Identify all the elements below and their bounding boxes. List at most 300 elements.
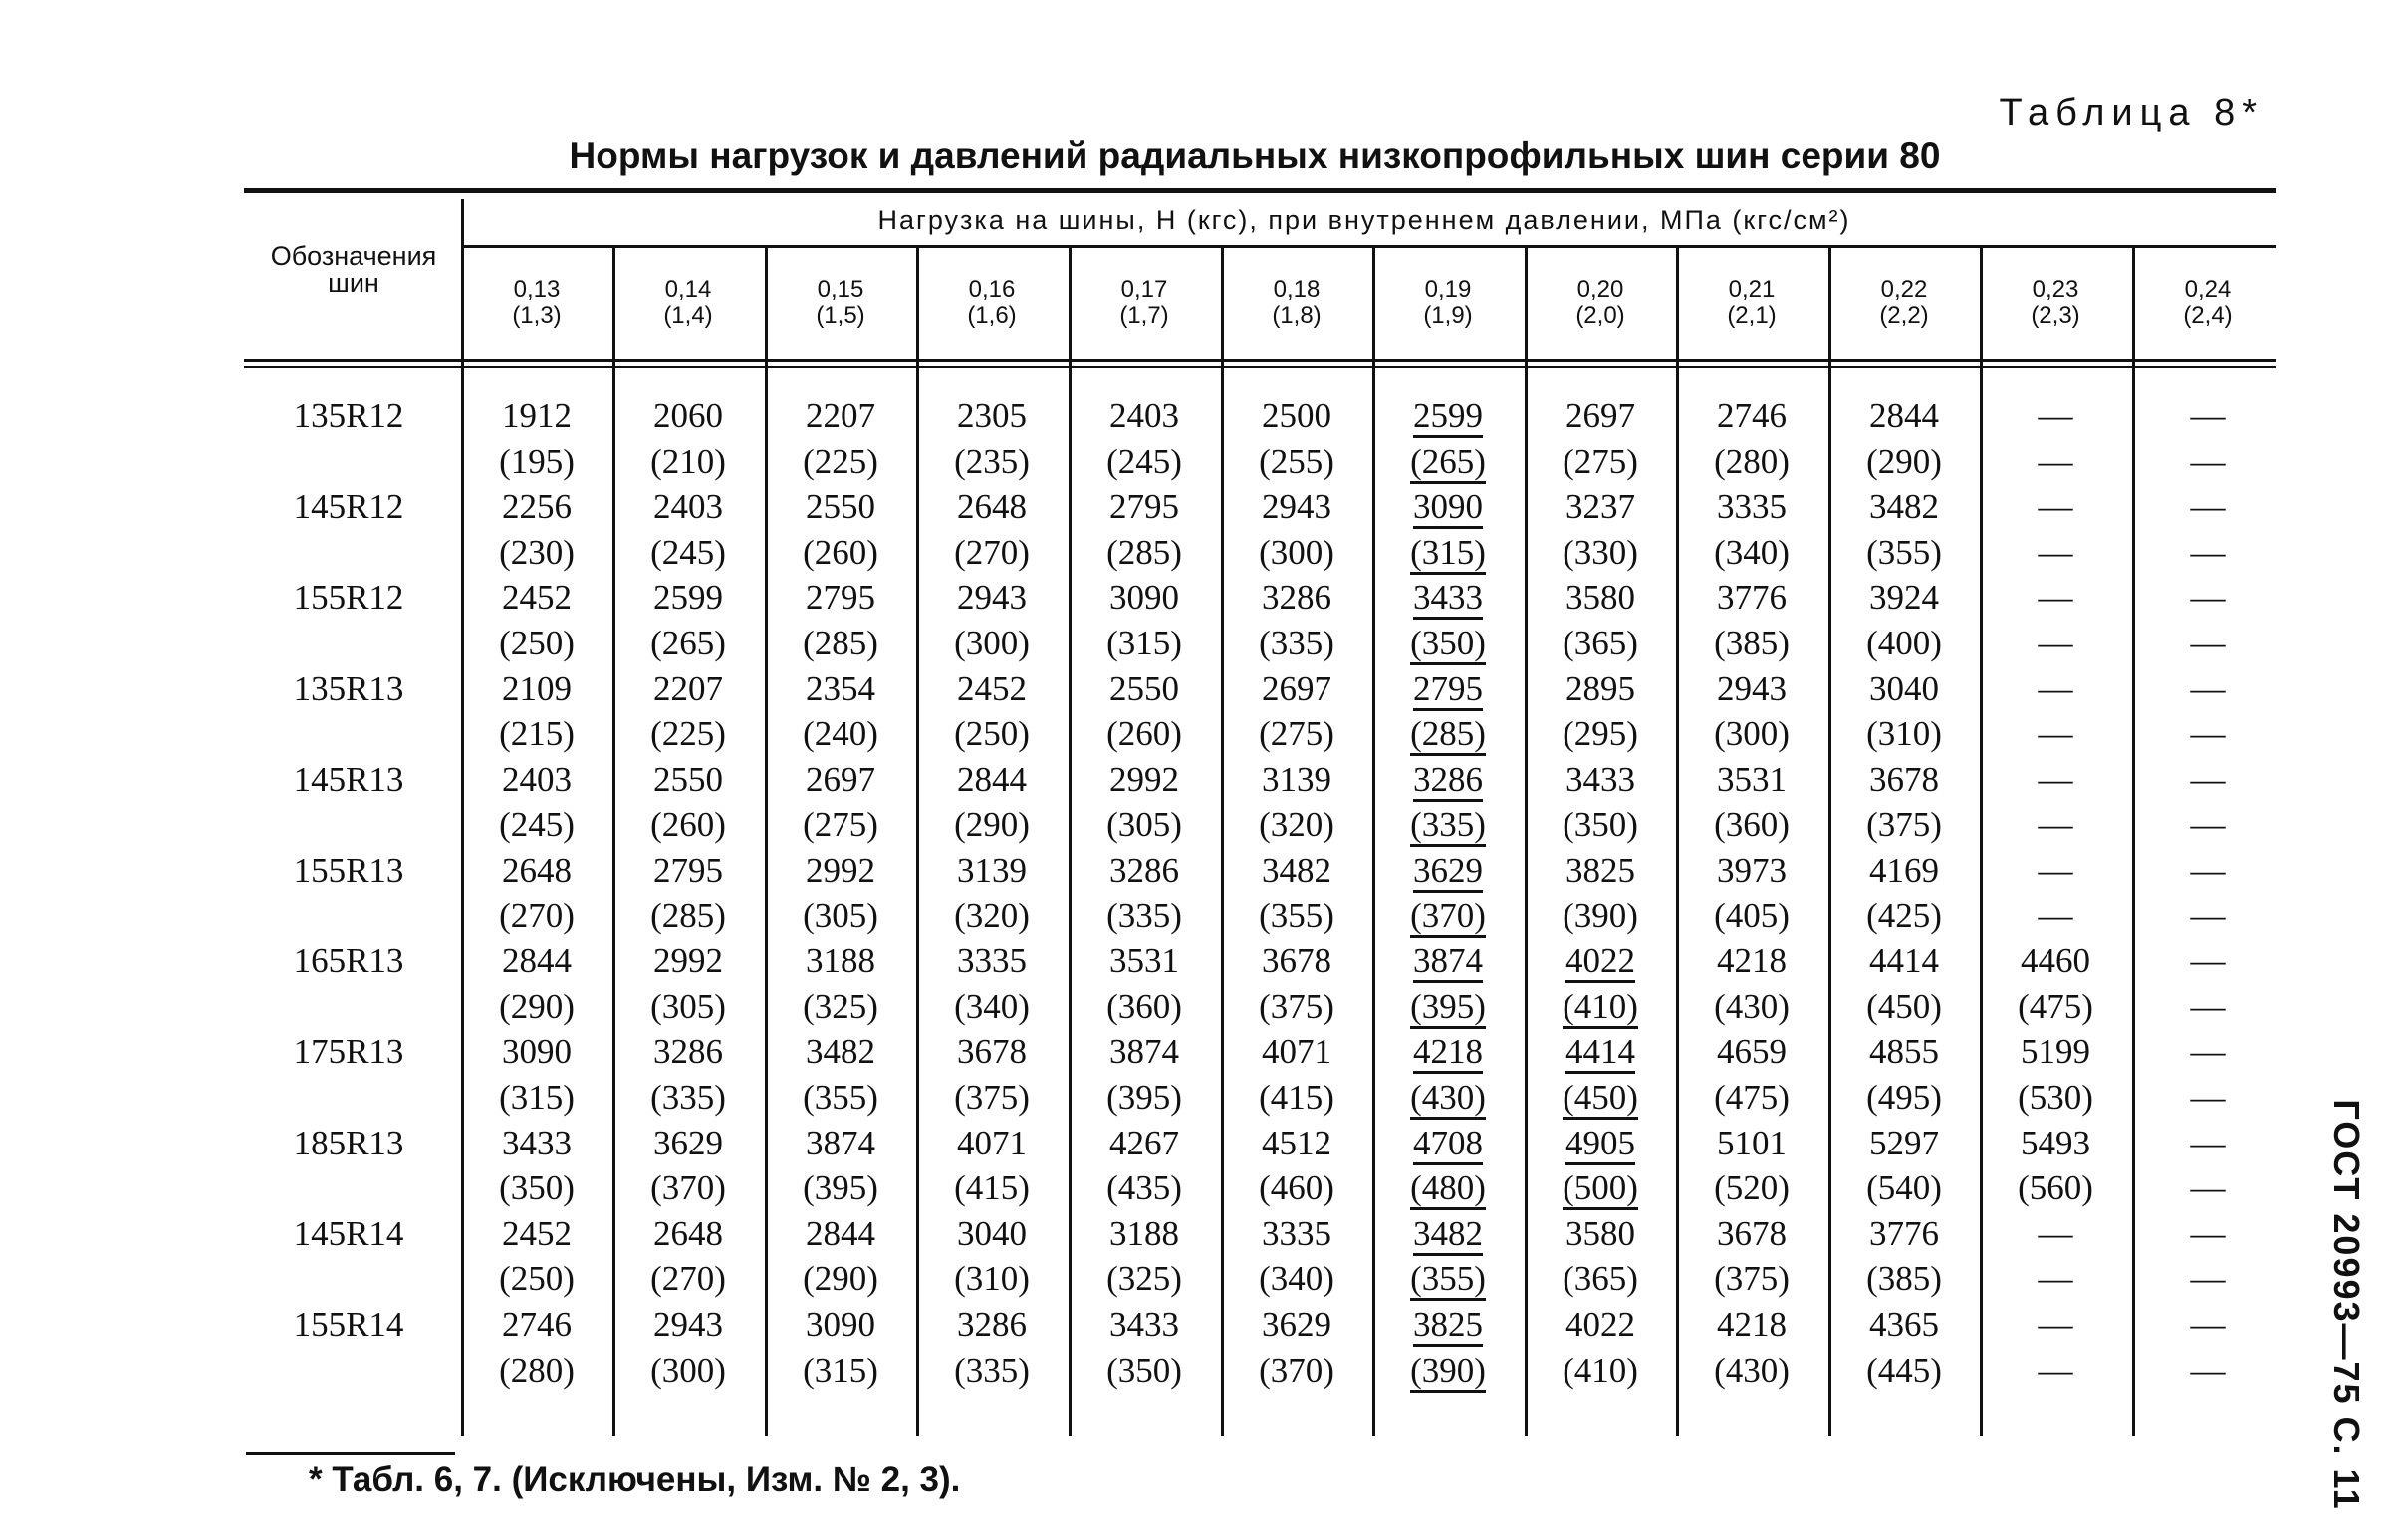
load-kgf <box>934 987 1050 1027</box>
load-newton <box>1694 669 1809 709</box>
cell-value: (370) <box>1410 896 1486 938</box>
load-newton <box>1846 1124 1962 1163</box>
cell-value: 2452 <box>957 668 1027 708</box>
load-newton <box>1694 1032 1809 1072</box>
load-kgf <box>934 533 1050 573</box>
tire-designation: 145R13 <box>293 759 404 799</box>
cell-value: (265) <box>650 624 726 662</box>
cell-value: (315) <box>499 1078 575 1117</box>
pressure-mpa: 0,19 <box>1424 276 1472 303</box>
cell-value: 4022 <box>1565 941 1635 983</box>
load-newton <box>1239 487 1354 527</box>
cell-value: 3433 <box>502 1123 572 1162</box>
column-divider <box>1525 247 1528 1436</box>
load-kgf <box>1694 805 1809 845</box>
cell-value: 5101 <box>1717 1123 1787 1162</box>
load-newton <box>934 396 1050 436</box>
load-newton <box>1390 1032 1506 1072</box>
cell-value: — <box>2038 578 2073 618</box>
load-newton <box>479 669 595 709</box>
load-kgf <box>1390 1351 1506 1391</box>
cell-value: (325) <box>803 986 878 1026</box>
cell-value: (290) <box>1866 441 1942 481</box>
tire-designation: 155R12 <box>293 578 404 618</box>
load-kgf <box>1390 714 1506 754</box>
cell-value: — <box>2038 805 2073 845</box>
load-newton <box>1543 1124 1658 1163</box>
cell-value: (265) <box>1410 442 1486 484</box>
load-kgf <box>934 442 1050 482</box>
load-newton <box>1694 1305 1809 1345</box>
cell-value: (430) <box>1714 986 1790 1026</box>
pressure-mpa: 0,21 <box>1728 276 1776 303</box>
load-newton <box>1086 578 1202 618</box>
cell-value: 2697 <box>1262 668 1331 708</box>
cell-value: — <box>2190 759 2226 799</box>
pressure-mpa: 0,16 <box>968 276 1016 303</box>
cell-value: (290) <box>499 986 575 1026</box>
load-kgf <box>1086 624 1202 663</box>
cell-value: 2844 <box>957 759 1027 799</box>
cell-value: 3580 <box>1565 578 1635 618</box>
cell-value: — <box>2190 1032 2226 1072</box>
pressure-header <box>2132 277 2284 329</box>
cell-value: (195) <box>499 441 575 481</box>
cell-value: (260) <box>803 532 878 572</box>
table-top-rule <box>244 188 2276 193</box>
cell-value: 2943 <box>957 578 1027 618</box>
cell-value: (245) <box>650 532 726 572</box>
load-newton <box>1846 578 1962 618</box>
cell-value: (250) <box>499 624 575 662</box>
load-kgf <box>1390 896 1506 936</box>
empty-cell-dash <box>1998 669 2113 709</box>
cell-value: — <box>2190 668 2226 708</box>
load-newton <box>1846 669 1962 709</box>
cell-value: — <box>2038 1259 2073 1299</box>
cell-value: 2207 <box>653 668 723 708</box>
load-kgf <box>479 1259 595 1299</box>
cell-value: 5297 <box>1869 1123 1939 1162</box>
empty-cell-dash <box>2150 1351 2266 1391</box>
cell-value: 2992 <box>653 941 723 981</box>
cell-value: (360) <box>1714 805 1790 845</box>
pressure-kgf: (2,4) <box>2183 302 2233 329</box>
load-newton <box>630 760 746 800</box>
load-kgf <box>1694 442 1809 482</box>
pressure-kgf: (1,3) <box>512 302 562 329</box>
cell-value: 2697 <box>806 759 875 799</box>
cell-value: 4169 <box>1869 851 1939 890</box>
pressure-kgf: (2,0) <box>1575 302 1625 329</box>
cell-value: (245) <box>499 805 575 845</box>
cell-value: — <box>2038 1305 2073 1344</box>
load-newton <box>630 851 746 891</box>
cell-value: 2795 <box>1109 487 1179 527</box>
cell-value: 3482 <box>1413 1214 1483 1256</box>
load-kgf <box>1998 1168 2113 1208</box>
cell-value: (300) <box>954 624 1030 662</box>
cell-value: — <box>2038 396 2073 435</box>
load-newton <box>1846 1032 1962 1072</box>
load-kgf <box>783 1168 898 1208</box>
cell-value: (275) <box>1563 441 1638 481</box>
cell-value: 2550 <box>653 759 723 799</box>
empty-cell-dash <box>2150 1168 2266 1208</box>
table-title: Нормы нагрузок и давлений радиальных низкопрофильных шин серии 80 <box>569 135 1941 176</box>
load-kgf <box>783 624 898 663</box>
empty-cell-dash <box>2150 669 2266 709</box>
cell-value: 3874 <box>1413 941 1483 983</box>
empty-cell-dash <box>1998 1214 2113 1254</box>
load-kgf <box>479 442 595 482</box>
load-newton <box>479 487 595 527</box>
cell-value: — <box>2190 1078 2226 1117</box>
cell-value: (270) <box>650 1259 726 1299</box>
load-newton <box>783 487 898 527</box>
load-newton <box>1086 1124 1202 1163</box>
cell-value: 3629 <box>1262 1305 1331 1344</box>
cell-value: (390) <box>1563 895 1638 935</box>
load-newton <box>479 396 595 436</box>
load-newton <box>1086 941 1202 981</box>
empty-cell-dash <box>2150 1124 2266 1163</box>
tire-designation: 135R13 <box>293 668 404 708</box>
cell-value: 3286 <box>1109 851 1179 890</box>
load-newton <box>479 578 595 618</box>
load-kgf <box>783 1351 898 1391</box>
cell-value: (290) <box>954 805 1030 845</box>
cell-value: 3286 <box>1413 760 1483 802</box>
cell-value: (350) <box>1106 1350 1182 1390</box>
load-newton <box>630 396 746 436</box>
load-kgf <box>1846 1078 1962 1118</box>
cell-value: (290) <box>803 1259 878 1299</box>
cell-value: 2648 <box>502 851 572 890</box>
load-newton <box>630 578 746 618</box>
load-newton <box>1543 396 1658 436</box>
cell-value: 4414 <box>1869 941 1939 981</box>
tire-designation: 145R14 <box>293 1213 404 1253</box>
cell-value: (300) <box>1714 714 1790 754</box>
cell-value: 3188 <box>806 941 875 981</box>
cell-value: 3629 <box>1413 851 1483 893</box>
load-kgf <box>479 624 595 663</box>
table-label: Таблица 8* <box>1999 92 2264 133</box>
cell-value: 2452 <box>502 578 572 618</box>
cell-value: — <box>2038 487 2073 527</box>
load-kgf <box>479 805 595 845</box>
tire-designation: 155R14 <box>293 1305 404 1344</box>
load-kgf <box>479 896 595 936</box>
cell-value: — <box>2190 714 2226 754</box>
cell-value: 3433 <box>1565 759 1635 799</box>
load-kgf <box>1694 1259 1809 1299</box>
cell-value: (210) <box>650 441 726 481</box>
footnote: * Табл. 6, 7. (Исключены, Изм. № 2, 3). <box>309 1460 961 1499</box>
pressure-mpa: 0,18 <box>1273 276 1321 303</box>
cell-value: (400) <box>1866 624 1942 662</box>
load-kgf <box>1846 987 1962 1027</box>
cell-value: (395) <box>803 1168 878 1208</box>
cell-value: 2795 <box>1413 669 1483 711</box>
cell-value: (375) <box>1259 986 1334 1026</box>
cell-value: 3433 <box>1109 1305 1179 1344</box>
load-newton <box>783 669 898 709</box>
cell-value: 2403 <box>1109 396 1179 435</box>
cell-value: (520) <box>1714 1168 1790 1208</box>
cell-value: 2648 <box>957 487 1027 527</box>
column-divider <box>1980 247 1983 1436</box>
cell-value: (495) <box>1866 1078 1942 1117</box>
cell-value: — <box>2038 1213 2073 1253</box>
load-kgf <box>630 896 746 936</box>
side-label-text: ГОСТ 20993—75 С. 11 <box>2326 1099 2367 1511</box>
load-newton <box>783 1305 898 1345</box>
load-newton <box>1694 578 1809 618</box>
load-newton <box>1390 396 1506 436</box>
load-newton <box>934 1032 1050 1072</box>
empty-cell-dash <box>2150 442 2266 482</box>
pressure-kgf: (2,3) <box>2031 302 2080 329</box>
cell-value: 5493 <box>2021 1123 2090 1162</box>
cell-value: (240) <box>803 714 878 754</box>
load-kgf <box>1086 1078 1202 1118</box>
cell-value: 2109 <box>502 668 572 708</box>
cell-value: 3531 <box>1109 941 1179 981</box>
cell-value: 2844 <box>806 1213 875 1253</box>
load-kgf <box>1390 805 1506 845</box>
header-bottom-rule <box>244 359 2276 362</box>
empty-cell-dash <box>2150 941 2266 981</box>
cell-value: 3335 <box>1717 487 1787 527</box>
load-kgf <box>1239 714 1354 754</box>
cell-value: (365) <box>1563 624 1638 662</box>
cell-value: (425) <box>1866 895 1942 935</box>
load-newton <box>479 1305 595 1345</box>
cell-value: 3973 <box>1717 851 1787 890</box>
cell-value: — <box>2190 487 2226 527</box>
cell-value: — <box>2038 714 2073 754</box>
cell-value: 2795 <box>806 578 875 618</box>
load-newton <box>1543 1032 1658 1072</box>
cell-value: 3433 <box>1413 578 1483 620</box>
cell-value: 4512 <box>1262 1123 1331 1162</box>
load-newton <box>1694 487 1809 527</box>
pressure-mpa: 0,15 <box>817 276 864 303</box>
cell-value: (350) <box>499 1168 575 1208</box>
empty-cell-dash <box>1998 1259 2113 1299</box>
load-newton <box>783 851 898 891</box>
cell-value: 4414 <box>1565 1032 1635 1074</box>
cell-value: 3776 <box>1717 578 1787 618</box>
cell-value: — <box>2190 805 2226 845</box>
load-newton <box>1694 760 1809 800</box>
load-kgf <box>1239 442 1354 482</box>
cell-value: (335) <box>650 1078 726 1117</box>
load-newton <box>630 1214 746 1254</box>
cell-value: — <box>2190 1213 2226 1253</box>
load-newton <box>479 851 595 891</box>
cell-value: (540) <box>1866 1168 1942 1208</box>
load-newton <box>630 669 746 709</box>
cell-value: 2256 <box>502 487 572 527</box>
cell-value: 4071 <box>1262 1032 1331 1072</box>
column-divider <box>916 247 919 1436</box>
load-kgf <box>783 533 898 573</box>
cell-value: 2943 <box>653 1305 723 1344</box>
cell-value: — <box>2190 396 2226 435</box>
load-newton <box>1543 760 1658 800</box>
cell-value: (395) <box>1410 987 1486 1029</box>
load-kgf <box>1239 987 1354 1027</box>
load-kgf <box>1694 1351 1809 1391</box>
empty-cell-dash <box>2150 1214 2266 1254</box>
pressure-kgf: (2,2) <box>1879 302 1929 329</box>
load-kgf <box>783 714 898 754</box>
cell-value: — <box>2190 532 2226 572</box>
load-newton <box>1998 1032 2113 1072</box>
column-divider <box>461 199 464 1436</box>
column-divider <box>2132 247 2135 1436</box>
load-kgf <box>1239 805 1354 845</box>
cell-value: 3580 <box>1565 1213 1635 1253</box>
load-newton <box>1239 396 1354 436</box>
tire-designation: 155R13 <box>293 851 404 890</box>
cell-value: 3678 <box>1262 941 1331 981</box>
group-header-rule <box>461 245 2276 248</box>
empty-cell-dash <box>2150 1032 2266 1072</box>
load-kgf <box>1086 1168 1202 1208</box>
cell-value: 3139 <box>957 851 1027 890</box>
cell-value: 2844 <box>502 941 572 981</box>
pressure-group-header: Нагрузка на шины, Н (кгс), при внутреннем давлении, МПа (кгс/см²) <box>877 205 1851 235</box>
tire-designation: 175R13 <box>293 1032 404 1072</box>
cell-value: (385) <box>1866 1259 1942 1299</box>
load-kgf <box>630 1259 746 1299</box>
cell-value: (300) <box>1259 532 1334 572</box>
cell-value: 3482 <box>1262 851 1331 890</box>
cell-value: (355) <box>1259 895 1334 935</box>
load-newton <box>1694 1124 1809 1163</box>
cell-value: (350) <box>1410 624 1486 665</box>
cell-value: (460) <box>1259 1168 1334 1208</box>
pressure-header <box>1372 277 1524 329</box>
load-kgf <box>1846 624 1962 663</box>
load-kgf <box>1543 624 1658 663</box>
cell-value: (285) <box>1106 532 1182 572</box>
load-kgf <box>630 1078 746 1118</box>
load-kgf <box>934 1078 1050 1118</box>
cell-value: 3874 <box>1109 1032 1179 1072</box>
load-newton <box>1390 851 1506 891</box>
cell-value: (320) <box>1259 805 1334 845</box>
cell-value: (370) <box>1259 1350 1334 1390</box>
cell-value: — <box>2190 1259 2226 1299</box>
cell-value: (250) <box>499 1259 575 1299</box>
cell-value: (310) <box>1866 714 1942 754</box>
load-kgf <box>1998 1078 2113 1118</box>
cell-value: 3629 <box>653 1123 723 1162</box>
load-newton <box>1846 760 1962 800</box>
load-kgf <box>630 533 746 573</box>
cell-value: 2795 <box>653 851 723 890</box>
cell-value: (295) <box>1563 714 1638 754</box>
cell-value: 2992 <box>806 851 875 890</box>
pressure-kgf: (1,8) <box>1272 302 1322 329</box>
load-newton <box>1086 1214 1202 1254</box>
cell-value: (310) <box>954 1259 1030 1299</box>
load-kgf <box>1846 1168 1962 1208</box>
empty-cell-dash <box>2150 1259 2266 1299</box>
cell-value: — <box>2038 759 2073 799</box>
load-kgf <box>1239 624 1354 663</box>
cell-value: (415) <box>954 1168 1030 1208</box>
load-newton <box>1998 941 2113 981</box>
cell-value: (560) <box>2018 1168 2093 1208</box>
load-newton <box>1239 1214 1354 1254</box>
load-newton <box>1239 578 1354 618</box>
cell-value: 3335 <box>957 941 1027 981</box>
column-divider <box>765 247 768 1436</box>
load-kgf <box>1846 442 1962 482</box>
load-kgf <box>1086 896 1202 936</box>
cell-value: — <box>2190 986 2226 1026</box>
cell-value: (340) <box>954 986 1030 1026</box>
cell-value: 2354 <box>806 668 875 708</box>
cell-value: 2060 <box>653 396 723 435</box>
cell-value: (215) <box>499 714 575 754</box>
pressure-header <box>1676 277 1827 329</box>
load-kgf <box>1846 1351 1962 1391</box>
load-newton <box>1846 851 1962 891</box>
cell-value: (225) <box>803 441 878 481</box>
load-kgf <box>1390 1078 1506 1118</box>
load-newton <box>1846 487 1962 527</box>
cell-value: (350) <box>1563 805 1638 845</box>
load-newton <box>630 1305 746 1345</box>
cell-value: 5199 <box>2021 1032 2090 1072</box>
load-newton <box>630 941 746 981</box>
cell-value: (415) <box>1259 1078 1334 1117</box>
load-kgf <box>1086 987 1202 1027</box>
load-kgf <box>783 805 898 845</box>
load-newton <box>1239 760 1354 800</box>
empty-cell-dash <box>1998 624 2113 663</box>
cell-value: — <box>2190 1350 2226 1390</box>
load-newton <box>1846 1214 1962 1254</box>
pressure-kgf: (1,9) <box>1423 302 1473 329</box>
cell-value: — <box>2190 1168 2226 1208</box>
load-kgf <box>1694 533 1809 573</box>
load-newton <box>1998 1124 2113 1163</box>
load-kgf <box>1390 442 1506 482</box>
load-kgf <box>1846 805 1962 845</box>
load-newton <box>934 941 1050 981</box>
load-kgf <box>1239 1351 1354 1391</box>
cell-value: 2207 <box>806 396 875 435</box>
load-kgf <box>934 624 1050 663</box>
cell-value: (245) <box>1106 441 1182 481</box>
load-kgf <box>1543 1168 1658 1208</box>
pressure-header <box>1828 277 1980 329</box>
load-newton <box>630 487 746 527</box>
load-kgf <box>479 1168 595 1208</box>
cell-value: — <box>2038 668 2073 708</box>
load-newton <box>783 1214 898 1254</box>
cell-value: (475) <box>1714 1078 1790 1117</box>
load-newton <box>479 941 595 981</box>
